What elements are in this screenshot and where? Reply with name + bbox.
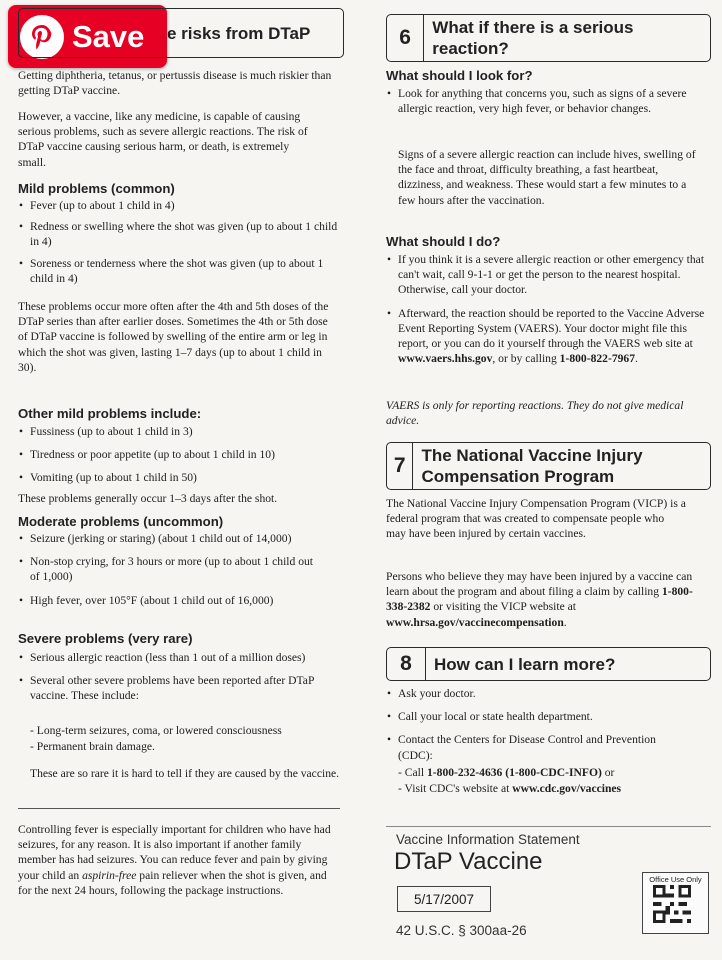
risk-intro: Getting diphtheria, tetanus, or pertussis disease is much riskier than getting DTaP vaccine. <box>18 69 332 98</box>
list-item: • High fever, over 105°F (about 1 child out of 16,000) <box>18 593 352 608</box>
cdc-link[interactable]: www.cdc.gov/vaccines <box>512 782 622 795</box>
vaccine-name: DTaP Vaccine <box>394 848 543 875</box>
section-8-header <box>386 647 711 681</box>
cdc-call-pre: - Call <box>398 766 427 779</box>
vicp-text-end: . <box>563 615 567 629</box>
left-divider <box>18 808 340 809</box>
other-mild-paragraph: These problems generally occur 1–3 days after the shot. <box>18 492 278 505</box>
list-item: • Non-stop crying, for 3 hours or more (up to about 1 child out of 1,000) <box>18 554 320 584</box>
fever-text-post: pain reliever when the shot is given, and for the next 24 hours, following the package instructions. <box>18 868 327 897</box>
mild-paragraph: These problems occur more often after the 4th and 5th doses of the DTaP series than after earlier doses. Sometimes the 4th or 5th dose of DTaP vaccine is followed by swelling of the entire arm or leg in which the shot was given, lasting 1–7 days (up to about 1 child in 30). <box>18 300 329 374</box>
cdc-visit-pre: - Visit CDC's website at <box>398 782 513 795</box>
footer-divider <box>386 826 711 827</box>
section-6-title: What if there is a serious reaction? <box>432 18 634 58</box>
vaers-text-end: . <box>635 352 638 366</box>
look-for-list <box>386 86 706 116</box>
look-for-heading: What should I look for? <box>386 68 533 83</box>
other-mild-heading: Other mild problems include: <box>18 406 202 421</box>
vis-date: 5/17/2007 <box>397 886 491 912</box>
list-item: • Fussiness (up to about 1 child in 3) <box>18 424 340 439</box>
vicp-paragraph-1: The National Vaccine Injury Compensation Program (VICP) is a federal program that was created to compensate people who may have been injured by certain vaccines. <box>386 497 686 541</box>
cdc-call <box>386 765 614 780</box>
severe-sub-2: - Permanent brain damage. <box>30 740 155 753</box>
severe-paragraph: These are so rare it is hard to tell if they are caused by the vaccine. <box>30 767 340 780</box>
vicp-phone: 1-800-338-2382 <box>386 585 693 614</box>
mild-list <box>18 198 340 286</box>
section-7-number: 7 <box>387 443 413 489</box>
section-8-title: How can I learn more? <box>434 654 616 674</box>
allergic-signs-paragraph: Signs of a severe allergic reaction can include hives, swelling of the face and throat, difficulty breathing, a fast heartbeat, dizziness, and weakness. These would start a few minutes to a few hours after the vaccination. <box>398 148 696 207</box>
office-use-label: Office Use Only <box>649 875 702 884</box>
vicp-text-pre: Persons who believe they may have been injured by a vaccine can learn about the program and about filing a claim by calling <box>386 570 693 599</box>
vicp-link[interactable]: www.hrsa.gov/vaccinecompensation <box>386 615 564 629</box>
fever-text-emphasis: aspirin-free <box>82 868 137 882</box>
list-item: • Look for anything that concerns you, such as signs of a severe allergic reaction, very high fever, or behavior changes. <box>386 86 706 116</box>
vaers-note: VAERS is only for reporting reactions. They do not give medical advice. <box>386 399 684 428</box>
list-item: • Redness or swelling where the shot was given (up to about 1 child in 4) <box>18 219 340 249</box>
section-6-header <box>386 14 711 62</box>
list-item: • Several other severe problems have been reported after DTaP vaccine. These include: <box>18 673 352 703</box>
list-item: • Ask your doctor. <box>386 686 706 701</box>
fever-paragraph <box>18 822 340 898</box>
qr-code-icon <box>653 885 691 923</box>
list-item: • Vomiting (up to about 1 child in 50) <box>18 470 340 485</box>
other-mild-list <box>18 424 340 486</box>
what-to-do-heading: What should I do? <box>386 234 501 249</box>
list-item <box>386 306 706 367</box>
list-item: • Call your local or state health department. <box>386 709 706 724</box>
cdc-phone: 1-800-232-4636 (1-800-CDC-INFO) <box>426 766 602 779</box>
list-item: • Tiredness or poor appetite (up to about 1 child in 10) <box>18 447 340 462</box>
list-item: • Serious allergic reaction (less than 1 out of a million doses) <box>18 650 330 665</box>
section-8-number: 8 <box>387 648 426 680</box>
severe-heading: Severe problems (very rare) <box>18 631 193 646</box>
vis-label: Vaccine Information Statement <box>396 832 580 847</box>
moderate-list <box>18 531 318 608</box>
vaers-link[interactable]: www.vaers.hhs.gov <box>398 352 493 366</box>
vicp-text-mid: or visiting the VICP website at <box>430 600 577 614</box>
cdc-call-end: or <box>601 766 615 779</box>
section-7-title: The National Vaccine Injury Compensation Program <box>421 446 643 486</box>
vaers-text-mid: , or by calling <box>492 352 560 366</box>
vicp-paragraph-2 <box>386 569 706 630</box>
list-item: • Soreness or tenderness where the shot was given (up to about 1 child in 4) <box>18 256 340 286</box>
section-5-header <box>18 8 344 58</box>
list-item: • Seizure (jerking or staring) (about 1 child out of 14,000) <box>18 531 318 546</box>
list-item: • Fever (up to about 1 child in 4) <box>18 198 340 213</box>
list-item: • If you think it is a severe allergic reaction or other emergency that can't wait, call 9-1-1 or get the person to the nearest hospital. Otherwise, call your doctor. <box>386 252 706 298</box>
section-7-header <box>386 442 711 490</box>
legal-citation: 42 U.S.C. § 300aa-26 <box>396 923 527 938</box>
section-6-number: 6 <box>387 15 424 61</box>
cdc-visit <box>386 781 621 796</box>
severe-sub-1: - Long-term seizures, coma, or lowered consciousness <box>30 724 282 737</box>
risk-intro-2: However, a vaccine, like any medicine, is capable of causing serious problems, such as severe allergic reactions. The risk of DTaP vaccine causing serious harm, or death, is extremely small. <box>18 110 308 169</box>
list-item: • Contact the Centers for Disease Control and Prevention (CDC): <box>386 732 668 762</box>
mild-heading: Mild problems (common) <box>18 181 175 196</box>
severe-list <box>18 650 340 704</box>
learn-more-list <box>386 686 706 763</box>
save-label: Save <box>72 18 145 54</box>
fever-text-pre: Controlling fever is especially important for children who have had seizures, for any reason. It is also important if another family member has had seizures. You can reduce fever and pain by giving your child an <box>18 823 331 882</box>
what-to-do-list <box>386 252 706 366</box>
moderate-heading: Moderate problems (uncommon) <box>18 514 224 529</box>
vaers-text-pre: Afterward, the reaction should be reported to the Vaccine Adverse Event Reporting System (VAERS). Your doctor might file this report, or you can do it yourself through the VAERS web site at <box>398 306 705 351</box>
section-5-title: e risks from DTaP <box>167 23 311 43</box>
vaers-phone: 1-800-822-7967 <box>559 352 636 366</box>
